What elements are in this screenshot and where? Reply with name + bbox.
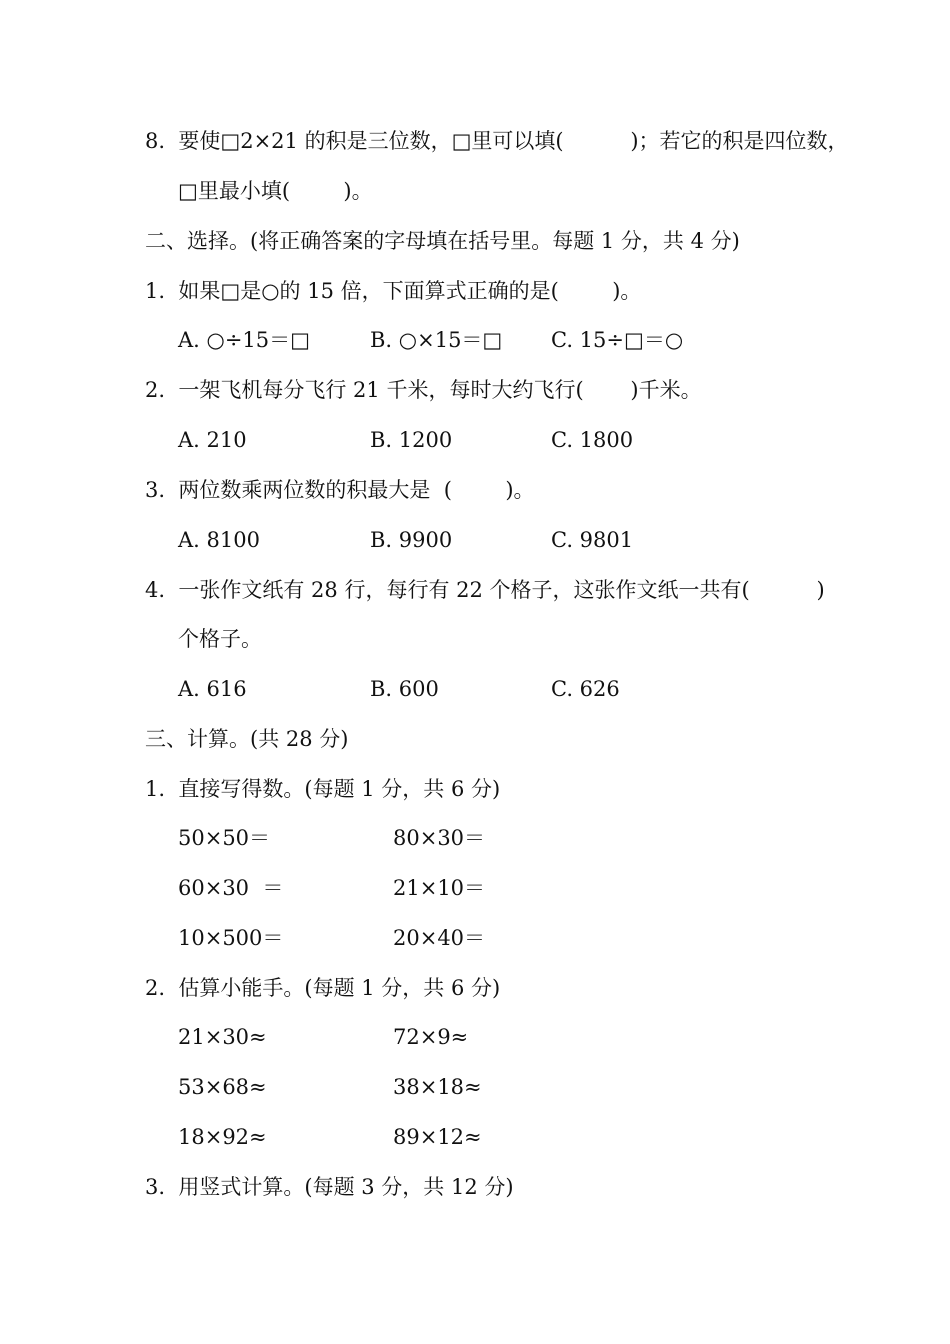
section-2-title: 二、选择。(将正确答案的字母填在括号里。每题 1 分，共 4 分) xyxy=(145,229,740,253)
section-3-title: 三、计算。(共 28 分) xyxy=(145,727,349,751)
choice-question-4-line2: 个格子。 xyxy=(178,627,262,651)
direct-calc-item: 80×30＝ xyxy=(393,826,486,850)
q1-option-b: B. ○×15＝□ xyxy=(370,328,503,352)
estimate-item: 21×30≈ xyxy=(178,1025,267,1049)
direct-calc-item: 50×50＝ xyxy=(178,826,271,850)
direct-calc-item: 10×500＝ xyxy=(178,926,284,950)
choice-question-3: 3. 两位数乘两位数的积最大是 ( )。 xyxy=(145,478,535,502)
q3-option-a: A. 8100 xyxy=(178,528,260,552)
q1-option-a: A. ○÷15＝□ xyxy=(178,328,310,352)
question-8-line2: □里最小填( )。 xyxy=(178,179,373,203)
q1-option-c: C. 15÷□＝○ xyxy=(551,328,684,352)
choice-question-4: 4. 一张作文纸有 28 行，每行有 22 个格子，这张作文纸一共有( ) xyxy=(145,578,825,602)
estimate-item: 18×92≈ xyxy=(178,1125,267,1149)
q3-option-b: B. 9900 xyxy=(370,528,453,552)
calc-part-1-title: 1. 直接写得数。(每题 1 分，共 6 分) xyxy=(145,777,501,801)
q4-option-c: C. 626 xyxy=(551,677,620,701)
estimate-item: 89×12≈ xyxy=(393,1125,482,1149)
q2-option-a: A. 210 xyxy=(178,428,247,452)
direct-calc-item: 60×30 ＝ xyxy=(178,876,284,900)
estimate-item: 72×9≈ xyxy=(393,1025,469,1049)
estimate-item: 38×18≈ xyxy=(393,1075,482,1099)
q3-option-c: C. 9801 xyxy=(551,528,634,552)
question-8-line1: 8. 要使□2×21 的积是三位数，□里可以填( )；若它的积是四位数， xyxy=(145,129,849,153)
q2-option-b: B. 1200 xyxy=(370,428,453,452)
choice-question-2: 2. 一架飞机每分飞行 21 千米，每时大约飞行( )千米。 xyxy=(145,378,702,402)
q4-option-a: A. 616 xyxy=(178,677,247,701)
q2-option-c: C. 1800 xyxy=(551,428,634,452)
calc-part-3-title: 3. 用竖式计算。(每题 3 分，共 12 分) xyxy=(145,1175,514,1199)
calc-part-2-title: 2. 估算小能手。(每题 1 分，共 6 分) xyxy=(145,976,501,1000)
q4-option-b: B. 600 xyxy=(370,677,439,701)
choice-question-1: 1. 如果□是○的 15 倍，下面算式正确的是( )。 xyxy=(145,279,642,303)
direct-calc-item: 21×10＝ xyxy=(393,876,486,900)
estimate-item: 53×68≈ xyxy=(178,1075,267,1099)
direct-calc-item: 20×40＝ xyxy=(393,926,486,950)
